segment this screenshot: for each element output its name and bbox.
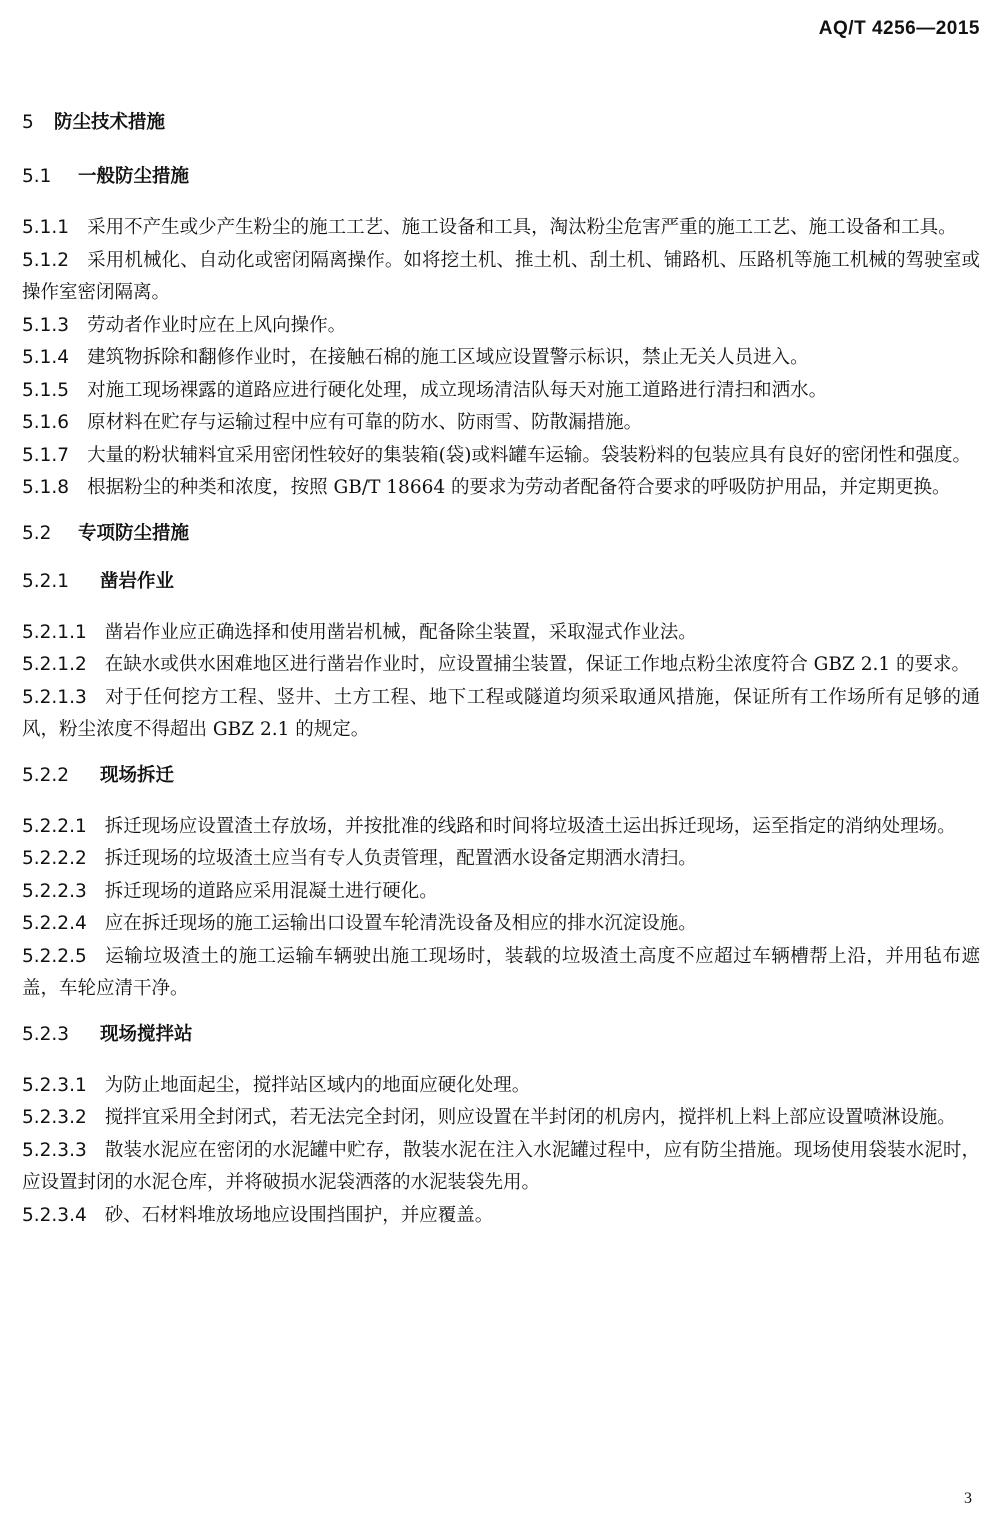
subsection-title: 凿岩作业 [100, 570, 175, 592]
clause-number: 5.2.2.3 [22, 880, 87, 902]
clause [22, 375, 980, 408]
clause-number: 5.2.2.2 [22, 848, 87, 869]
clause-number: 5.2.3.1 [22, 1074, 87, 1096]
subsection-heading-5-2-3 [22, 1022, 980, 1048]
subsection-heading-5-1 [22, 164, 980, 190]
clause-number: 5.2.3.4 [22, 1204, 87, 1226]
clause-text: 拆迁现场应设置渣土存放场，并按批准的线路和时间将垃圾渣土运出拆迁现场，运至指定的消纳处理场。 [104, 815, 956, 837]
clause [22, 1070, 980, 1103]
clause [22, 1102, 980, 1135]
subsection-number: 5.2.2 [22, 764, 70, 786]
clause-number: 5.1.4 [22, 347, 70, 368]
clause-number: 5.2.3.3 [22, 1139, 87, 1161]
clause-text: 原材料在贮存与运输过程中应有可靠的防水、防雨雪、防散漏措施。 [87, 412, 643, 433]
clause-number: 5.1.8 [22, 477, 70, 498]
clause-number: 5.1.2 [22, 249, 70, 271]
clause-text: 为防止地面起尘，搅拌站区域内的地面应硬化处理。 [104, 1074, 531, 1096]
clause-text: 采用机械化、自动化或密闭隔离操作。如将挖土机、推土机、刮土机、铺路机、压路机等施工机械的驾驶室或操作室密闭隔离。 [22, 249, 980, 303]
clause-text: 在缺水或供水困难地区进行凿岩作业时，应设置捕尘装置，保证工作地点粉尘浓度符合 GBZ 2.1 的要求。 [104, 654, 971, 675]
clause-text: 凿岩作业应正确选择和使用凿岩机械，配备除尘装置，采取湿式作业法。 [104, 621, 697, 643]
clause [22, 440, 980, 473]
clause [22, 472, 980, 505]
clause [22, 649, 980, 682]
clause [22, 310, 980, 343]
clause-text: 应在拆迁现场的施工运输出口设置车轮清洗设备及相应的排水沉淀设施。 [104, 913, 697, 934]
clause-number: 5.1.1 [22, 217, 70, 238]
subsection-title: 现场拆迁 [100, 764, 175, 786]
clause-number: 5.2.1.1 [22, 621, 87, 643]
clause [22, 908, 980, 941]
document-body [22, 110, 980, 1232]
clause [22, 1200, 980, 1233]
clause [22, 843, 980, 876]
subsection-number: 5.2.3 [22, 1023, 70, 1045]
clause-list-5-1 [22, 212, 980, 505]
clause [22, 617, 980, 650]
clause-text: 拆迁现场的道路应采用混凝土进行硬化。 [104, 880, 438, 902]
subsection-heading-5-2-2 [22, 763, 980, 789]
clause-text: 搅拌宜采用全封闭式，若无法完全封闭，则应设置在半封闭的机房内，搅拌机上料上部应设置喷淋设施。 [104, 1107, 956, 1128]
clause-list-5-2-1 [22, 617, 980, 747]
section-heading [22, 110, 980, 136]
clause-number: 5.2.1.3 [22, 686, 87, 708]
clause-number: 5.2.1.2 [22, 654, 87, 675]
clause-text: 大量的粉状辅料宜采用密闭性较好的集装箱(袋)或料罐车运输。袋装粉料的包装应具有良好的密闭性和强度。 [87, 444, 972, 466]
clause-number: 5.2.2.5 [22, 945, 87, 967]
clause [22, 811, 980, 844]
subsection-number: 5.2.1 [22, 570, 70, 592]
subsection-number: 5.2 [22, 522, 52, 544]
clause [22, 245, 980, 310]
clause-text: 对于任何挖方工程、竖井、土方工程、地下工程或隧道均须采取通风措施，保证所有工作场所有足够的通风，粉尘浓度不得超出 GBZ 2.1 的规定。 [22, 686, 980, 740]
clause-number: 5.1.3 [22, 314, 70, 336]
subsection-heading-5-2 [22, 521, 980, 547]
clause [22, 1135, 980, 1200]
clause-text: 运输垃圾渣土的施工运输车辆驶出施工现场时，装载的垃圾渣土高度不应超过车辆槽帮上沿，并用毡布遮盖，车轮应清干净。 [22, 945, 980, 999]
clause-list-5-2-3 [22, 1070, 980, 1233]
clause-number: 5.1.7 [22, 444, 70, 466]
clause-number: 5.2.2.4 [22, 913, 87, 934]
subsection-number: 5.1 [22, 166, 52, 187]
subsection-title: 一般防尘措施 [78, 166, 190, 187]
subsection-title: 专项防尘措施 [78, 522, 190, 544]
clause [22, 876, 980, 909]
clause-number: 5.2.3.2 [22, 1107, 87, 1128]
clause [22, 682, 980, 747]
clause-text: 对施工现场裸露的道路应进行硬化处理，成立现场清洁队每天对施工道路进行清扫和洒水。 [87, 379, 828, 401]
clause-text: 拆迁现场的垃圾渣土应当有专人负责管理，配置洒水设备定期洒水清扫。 [104, 848, 697, 869]
subsection-title: 现场搅拌站 [100, 1023, 193, 1045]
clause [22, 212, 980, 245]
clause-text: 根据粉尘的种类和浓度，按照 GB/T 18664 的要求为劳动者配备符合要求的呼吸防护用品，并定期更换。 [87, 477, 951, 498]
subsection-heading-5-2-1 [22, 569, 980, 595]
clause-text: 砂、石材料堆放场地应设围挡围护，并应覆盖。 [104, 1204, 494, 1226]
clause-number: 5.2.2.1 [22, 815, 87, 837]
standard-code: AQ/T 4256—2015 [818, 18, 980, 39]
clause [22, 407, 980, 440]
clause-text: 采用不产生或少产生粉尘的施工工艺、施工设备和工具，淘汰粉尘危害严重的施工工艺、施工设备和工具。 [87, 217, 957, 238]
clause-text: 劳动者作业时应在上风向操作。 [87, 314, 347, 336]
clause-number: 5.1.6 [22, 412, 70, 433]
clause-text: 散装水泥应在密闭的水泥罐中贮存，散装水泥在注入水泥罐过程中，应有防尘措施。现场使用袋装水泥时，应设置封闭的水泥仓库，并将破损水泥袋洒落的水泥装袋先用。 [22, 1139, 980, 1193]
clause [22, 342, 980, 375]
clause [22, 941, 980, 1006]
section-number: 5 [22, 112, 34, 133]
section-title: 防尘技术措施 [54, 112, 166, 133]
clause-number: 5.1.5 [22, 379, 70, 401]
clause-list-5-2-2 [22, 811, 980, 1006]
clause-text: 建筑物拆除和翻修作业时，在接触石棉的施工区域应设置警示标识，禁止无关人员进入。 [87, 347, 809, 368]
page-number: 3 [964, 1490, 972, 1507]
